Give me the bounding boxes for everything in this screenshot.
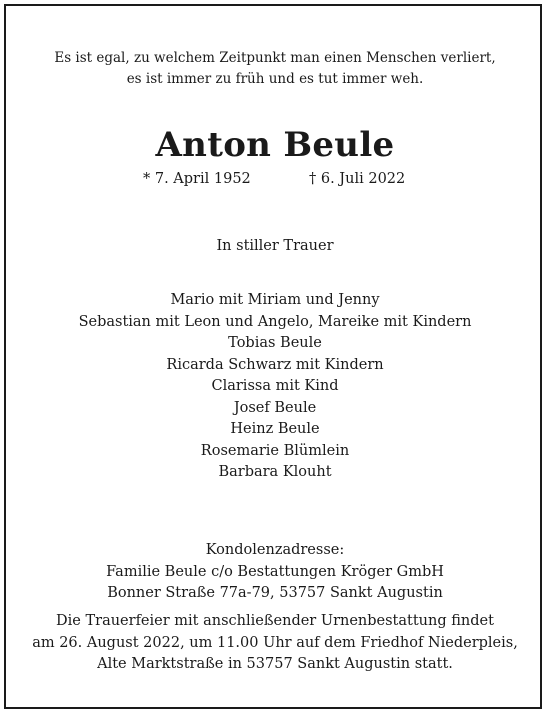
family-member: Tobias Beule — [228, 335, 322, 351]
family-member: Barbara Klouht — [218, 464, 332, 480]
condolence-address — [0, 540, 550, 605]
service-info — [0, 611, 550, 676]
service-line-3: Alte Marktstraße in 53757 Sankt Augustin statt. — [97, 656, 453, 672]
birth-date: * 7. April 1952 — [143, 171, 251, 187]
condolence-line-1: Familie Beule c/o Bestattungen Kröger GmbH — [106, 563, 444, 580]
service-line-2: am 26. August 2022, um 11.00 Uhr auf dem Friedhof Niederpleis, — [32, 634, 518, 651]
condolence-line-2: Bonner Straße 77a-79, 53757 Sankt Augustin — [107, 585, 443, 601]
mourning-line: In stiller Trauer — [216, 238, 334, 254]
family-list — [0, 290, 550, 484]
family-member: Josef Beule — [233, 399, 317, 416]
family-member: Rosemarie Blümlein — [200, 442, 350, 459]
service-line-1: Die Trauerfeier mit anschließender Urnenbestattung findet — [56, 613, 494, 629]
family-member: Ricarda Schwarz mit Kindern — [166, 356, 384, 373]
life-dates — [0, 171, 550, 191]
family-member: Heinz Beule — [230, 421, 320, 437]
family-member: Clarissa mit Kind — [211, 378, 339, 394]
memorial-quote — [0, 48, 550, 90]
death-date: † 6. Juli 2022 — [309, 171, 406, 187]
quote-line-2: es ist immer zu früh und es tut immer weh. — [126, 71, 424, 87]
deceased-name: Anton Beule — [155, 125, 395, 165]
condolence-heading: Kondolenzadresse: — [205, 542, 345, 558]
quote-line-1: Es ist egal, zu welchem Zeitpunkt man einen Menschen verliert, — [54, 50, 496, 66]
family-member: Sebastian mit Leon und Angelo, Mareike mit Kindern — [78, 313, 472, 330]
family-member: Mario mit Miriam und Jenny — [170, 292, 380, 308]
